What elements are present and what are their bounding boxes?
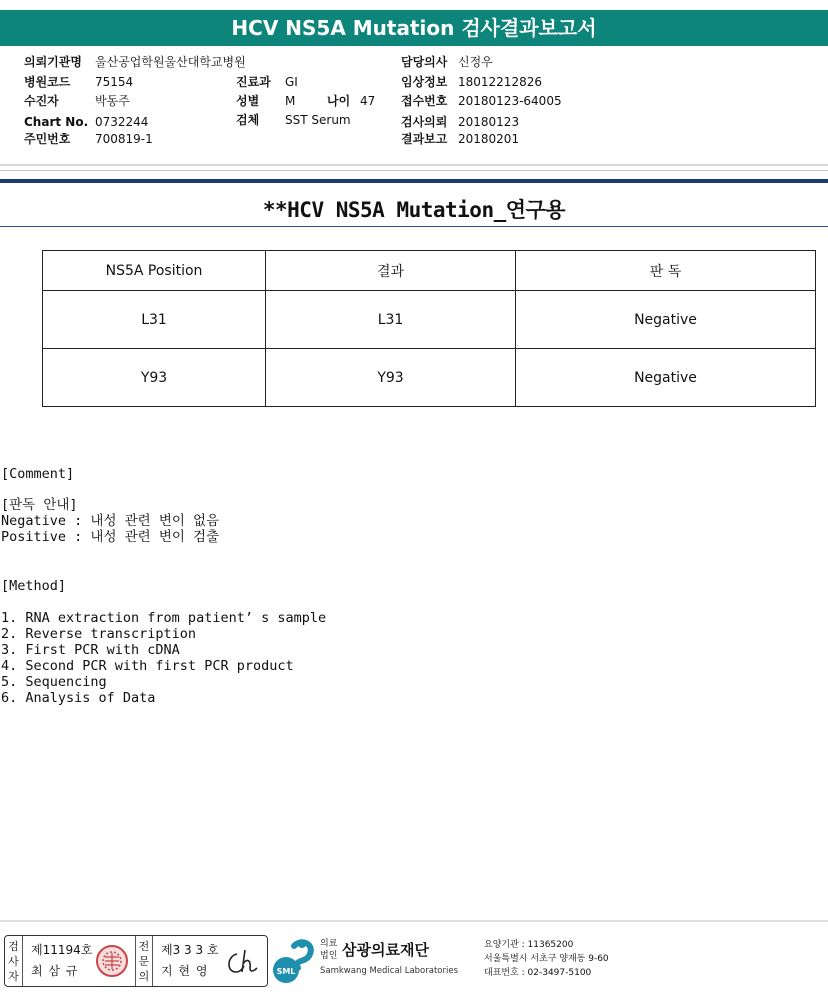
footer-separator [0,920,828,922]
age-row [327,93,376,109]
doctor-row [401,54,493,70]
sex-row [236,93,296,109]
method-step: 6. Analysis of Data [1,690,156,706]
interpretation-cell: Negative [516,349,816,407]
examiner-license: 제11194호 [31,943,93,957]
position-cell: L31 [43,291,266,349]
separator-gray [0,164,828,166]
request-date-label: 검사의뢰 [401,115,448,129]
org-prefix-2: 법인 [320,951,338,961]
report-header-title: HCV NS5A Mutation 검사결과보고서 [231,16,597,40]
specimen-label: 검체 [236,113,260,127]
clinical-info-value: 18012212826 [458,75,542,89]
column-header-result: 결과 [266,251,516,291]
org-name: 삼광의료재단 [342,941,429,959]
separator-gray-thin [0,170,828,171]
recipient-row [24,93,130,109]
method-heading: [Method] [1,578,67,594]
receipt-no-value: 20180123-64005 [458,94,562,108]
age-value: 47 [360,94,376,108]
specimen-value: SST Serum [285,113,351,127]
sml-logo-icon [272,936,318,986]
org-address: 서울특별시 서초구 양재동 9-60 [484,954,609,964]
recipient-label: 수진자 [24,94,59,108]
org-prefix-1: 의료 [320,939,338,949]
table-row [43,349,816,407]
request-date-row [401,114,520,130]
report-title: **HCV NS5A Mutation_연구용 [262,198,566,222]
specialist-name: 지 현 영 [161,964,209,978]
department-label: 진료과 [236,75,271,89]
guide-positive: Positive : 내성 관련 변이 검출 [1,529,220,545]
institution-label: 의뢰기관명 [24,55,82,69]
doctor-label: 담당의사 [401,55,448,69]
method-step: 1. RNA extraction from patient’ s sample [1,610,327,626]
age-label: 나이 [327,94,351,108]
examiner-label: 검 사 자 [5,936,23,986]
sex-value: M [285,94,296,108]
hospital-code-value: 75154 [95,75,134,89]
column-header-interpretation: 판 독 [516,251,816,291]
column-header-position: NS5A Position [43,251,266,291]
result-cell: L31 [266,291,516,349]
report-date-value: 20180201 [458,132,520,146]
separator-title-bottom [0,226,828,227]
chart-no-label: Chart No. [24,115,89,129]
institution-value: 울산공업학원울산대학교병원 [95,55,246,69]
hospital-code-label: 병원코드 [24,75,71,89]
result-cell: Y93 [266,349,516,407]
hospital-code-row [24,74,134,90]
report-date-row [401,131,520,147]
chart-no-row [24,114,149,130]
department-value: GI [285,75,298,89]
resident-no-row [24,131,153,147]
examiner-name: 최 삼 규 [31,964,79,978]
department-row [236,74,298,90]
receipt-no-row [401,93,562,109]
specialist-license: 제3 3 3 호 [161,943,219,957]
specialist-label: 전 문 의 [135,936,153,986]
table-header-row [43,251,816,291]
resident-no-label: 주민번호 [24,132,71,146]
signature-box [4,935,268,987]
separator-navy [0,179,828,183]
results-table [42,250,816,407]
org-name-english: Samkwang Medical Laboratories [320,966,459,976]
specimen-row [236,112,351,128]
sex-label: 성별 [236,94,260,108]
clinical-info-row [401,74,542,90]
sml-badge-text: SML [276,967,296,976]
interpretation-cell: Negative [516,291,816,349]
method-step: 4. Second PCR with first PCR product [1,658,294,674]
chart-no-value: 0732244 [95,115,149,129]
method-step: 5. Sequencing [1,674,107,690]
method-step: 2. Reverse transcription [1,626,197,642]
method-step: 3. First PCR with cDNA [1,642,180,658]
guide-negative: Negative : 내성 관련 변이 없음 [1,513,220,529]
clinical-info-label: 임상정보 [401,75,448,89]
official-seal-icon [95,944,129,978]
institution-row [24,54,246,70]
guide-heading: [판독 안내] [1,497,78,513]
handwritten-signature-icon [223,946,265,978]
report-header-bar [0,10,828,46]
care-institution-code: 요양기관 : 11365200 [484,940,574,950]
comment-heading: [Comment] [1,466,75,482]
table-row [43,291,816,349]
report-date-label: 결과보고 [401,132,448,146]
org-phone: 대표번호 : 02-3497-5100 [484,968,592,978]
request-date-value: 20180123 [458,115,520,129]
resident-no-value: 700819-1 [95,132,153,146]
doctor-value: 신정우 [458,55,493,69]
receipt-no-label: 접수번호 [401,94,448,108]
recipient-value: 박동주 [95,94,130,108]
position-cell: Y93 [43,349,266,407]
